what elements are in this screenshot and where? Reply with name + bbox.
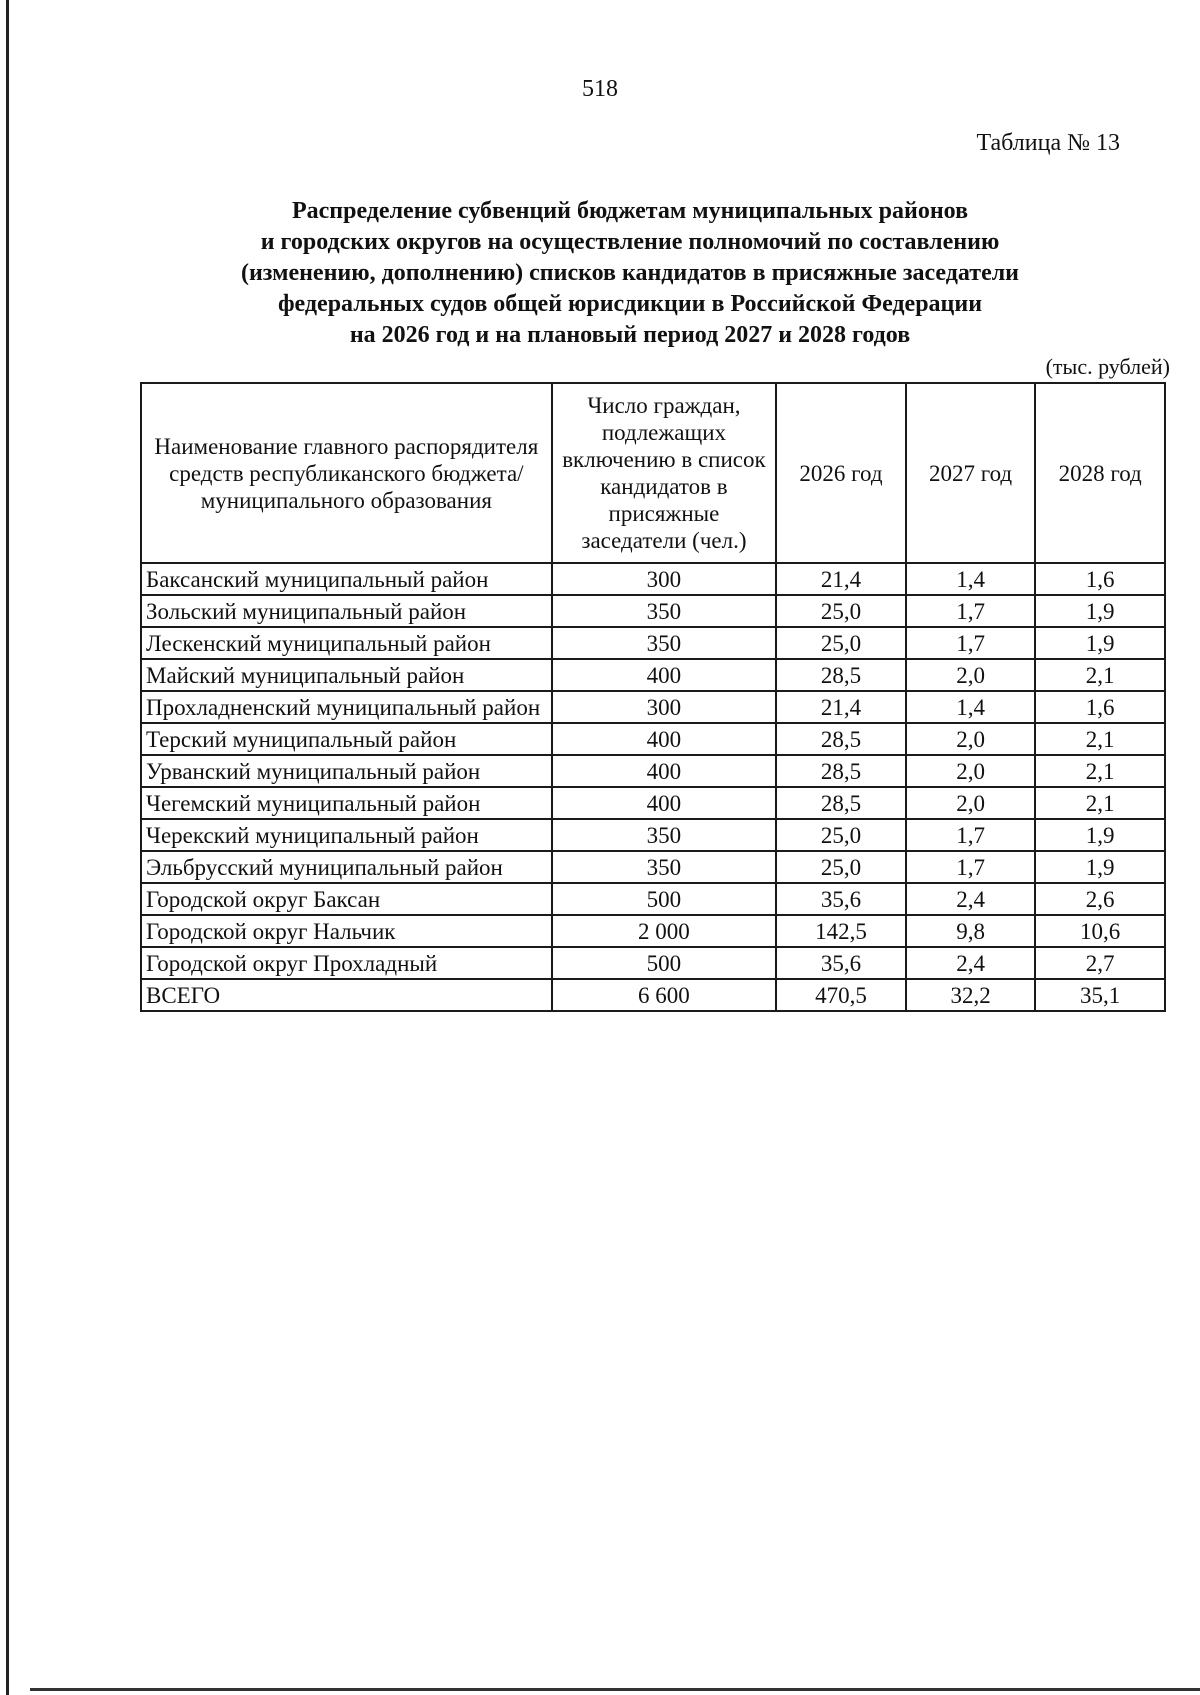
cell-y2026: 28,5 [776, 755, 906, 787]
header-name: Наименование главного распорядителя средств республиканского бюджета/ муниципального образования [141, 383, 552, 563]
cell-count: 350 [552, 595, 776, 627]
title-line: и городских округов на осуществление полномочий по составлению [260, 229, 1000, 255]
cell-y2028: 2,7 [1035, 947, 1165, 979]
cell-y2027: 32,2 [906, 979, 1036, 1011]
cell-y2028: 1,9 [1035, 851, 1165, 883]
cell-y2026: 25,0 [776, 819, 906, 851]
cell-y2026: 35,6 [776, 883, 906, 915]
cell-count: 300 [552, 691, 776, 723]
cell-count: 2 000 [552, 915, 776, 947]
cell-y2028: 2,1 [1035, 755, 1165, 787]
cell-name: Прохладненский муниципальный район [141, 691, 552, 723]
cell-name: Черекский муниципальный район [141, 819, 552, 851]
cell-y2027: 1,4 [906, 563, 1036, 595]
cell-y2028: 1,6 [1035, 691, 1165, 723]
table-total-row [141, 979, 1165, 1011]
page-number: 518 [582, 76, 618, 102]
units-note: (тыс. рублей) [1045, 354, 1170, 379]
cell-name: ВСЕГО [141, 979, 552, 1011]
document-title [150, 196, 1110, 351]
cell-y2027: 2,4 [906, 947, 1036, 979]
cell-name: Городской округ Нальчик [141, 915, 552, 947]
table-number-label: Таблица № 13 [976, 130, 1120, 156]
cell-y2027: 2,0 [906, 723, 1036, 755]
cell-y2028: 10,6 [1035, 915, 1165, 947]
cell-y2028: 1,9 [1035, 627, 1165, 659]
table-row [141, 947, 1165, 979]
cell-y2027: 9,8 [906, 915, 1036, 947]
table-row [141, 659, 1165, 691]
cell-y2026: 142,5 [776, 915, 906, 947]
cell-count: 400 [552, 755, 776, 787]
cell-count: 350 [552, 819, 776, 851]
title-line: (изменению, дополнению) списков кандидатов в присяжные заседатели [240, 260, 1020, 286]
table-row [141, 563, 1165, 595]
cell-y2026: 25,0 [776, 627, 906, 659]
cell-y2026: 21,4 [776, 691, 906, 723]
cell-name: Городской округ Прохладный [141, 947, 552, 979]
cell-y2026: 28,5 [776, 723, 906, 755]
cell-count: 350 [552, 851, 776, 883]
subvention-table [140, 382, 1166, 1012]
cell-name: Майский муниципальный район [141, 659, 552, 691]
header-2027: 2027 год [906, 383, 1036, 563]
cell-y2026: 35,6 [776, 947, 906, 979]
cell-name: Эльбрусский муниципальный район [141, 851, 552, 883]
cell-y2028: 2,1 [1035, 723, 1165, 755]
cell-y2027: 1,7 [906, 627, 1036, 659]
cell-y2026: 470,5 [776, 979, 906, 1011]
header-count: Число граждан, подлежащих включению в список кандидатов в присяжные заседатели (чел.) [552, 383, 776, 563]
cell-y2026: 25,0 [776, 595, 906, 627]
cell-y2027: 1,7 [906, 851, 1036, 883]
title-line: федеральных судов общей юрисдикции в Российской Федерации [277, 291, 983, 317]
cell-y2028: 2,1 [1035, 659, 1165, 691]
cell-name: Урванский муниципальный район [141, 755, 552, 787]
table-row [141, 755, 1165, 787]
cell-y2027: 1,4 [906, 691, 1036, 723]
cell-count: 400 [552, 723, 776, 755]
table-row [141, 691, 1165, 723]
cell-y2028: 2,1 [1035, 787, 1165, 819]
title-line: Распределение субвенций бюджетам муниципальных районов [291, 198, 969, 224]
page-left-border [6, 0, 9, 1695]
cell-name: Лескенский муниципальный район [141, 627, 552, 659]
cell-name: Баксанский муниципальный район [141, 563, 552, 595]
cell-name: Городской округ Баксан [141, 883, 552, 915]
cell-name: Зольский муниципальный район [141, 595, 552, 627]
table-row [141, 883, 1165, 915]
cell-y2028: 1,6 [1035, 563, 1165, 595]
header-2028: 2028 год [1035, 383, 1165, 563]
cell-y2028: 1,9 [1035, 819, 1165, 851]
cell-count: 500 [552, 947, 776, 979]
cell-y2027: 2,0 [906, 787, 1036, 819]
cell-name: Чегемский муниципальный район [141, 787, 552, 819]
cell-y2027: 1,7 [906, 819, 1036, 851]
cell-count: 500 [552, 883, 776, 915]
cell-count: 6 600 [552, 979, 776, 1011]
table-row [141, 915, 1165, 947]
table-row [141, 723, 1165, 755]
cell-y2028: 35,1 [1035, 979, 1165, 1011]
cell-y2027: 2,4 [906, 883, 1036, 915]
cell-y2027: 1,7 [906, 595, 1036, 627]
table-row [141, 627, 1165, 659]
cell-y2026: 28,5 [776, 787, 906, 819]
cell-y2026: 21,4 [776, 563, 906, 595]
table-row [141, 595, 1165, 627]
cell-y2028: 1,9 [1035, 595, 1165, 627]
cell-count: 300 [552, 563, 776, 595]
cell-count: 400 [552, 659, 776, 691]
page-bottom-border [30, 1688, 1200, 1691]
header-2026: 2026 год [776, 383, 906, 563]
cell-y2026: 28,5 [776, 659, 906, 691]
table-body [141, 563, 1165, 1011]
cell-y2026: 25,0 [776, 851, 906, 883]
cell-count: 350 [552, 627, 776, 659]
table-header-row [141, 383, 1165, 563]
title-line: на 2026 год и на плановый период 2027 и 2028 годов [349, 322, 911, 348]
table-row [141, 787, 1165, 819]
table-row [141, 851, 1165, 883]
cell-y2027: 2,0 [906, 659, 1036, 691]
cell-count: 400 [552, 787, 776, 819]
cell-y2028: 2,6 [1035, 883, 1165, 915]
cell-y2027: 2,0 [906, 755, 1036, 787]
table-row [141, 819, 1165, 851]
cell-name: Терский муниципальный район [141, 723, 552, 755]
